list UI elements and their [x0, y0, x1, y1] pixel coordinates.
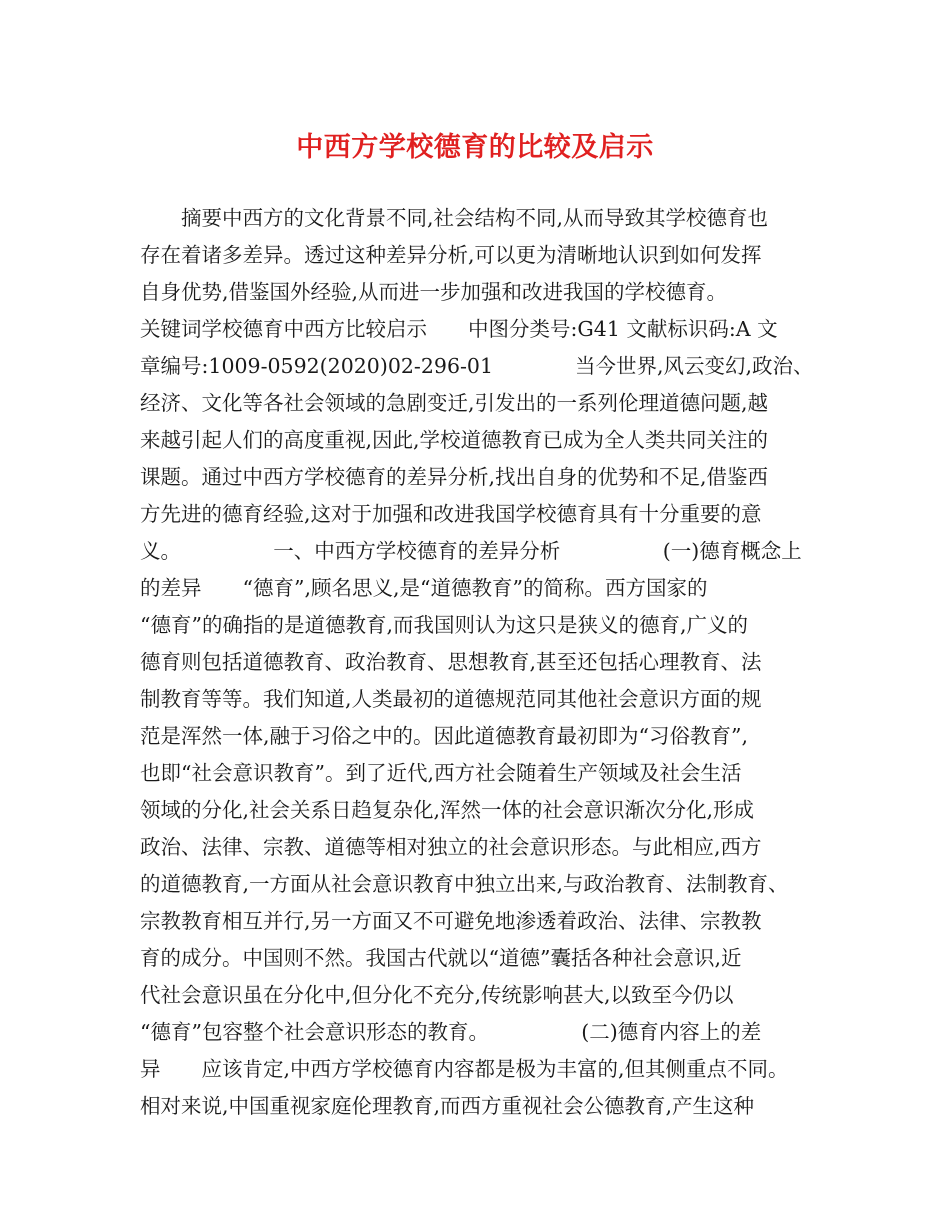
text-line: 的差异 “德育”,顾名思义,是“道德教育”的简称。西方国家的 — [140, 576, 708, 600]
text-line: 也即“社会意识教育”。到了近代,西方社会随着生产领域及社会生活 — [140, 761, 742, 785]
text-line: 领域的分化,社会关系日趋复杂化,浑然一体的社会意识渐次分化,形成 — [140, 798, 755, 822]
text-line: 来越引起人们的高度重视,因此,学校道德教育已成为全人类共同关注的 — [140, 428, 769, 452]
text-line: 制教育等等。我们知道,人类最初的道德规范同其他社会意识方面的规 — [140, 687, 762, 711]
text-line: “德育”包容整个社会意识形态的教育。 (二)德育内容上的差 — [140, 1020, 762, 1044]
text-line: 代社会意识虽在分化中,但分化不充分,传统影响甚大,以致至今仍以 — [140, 983, 734, 1007]
document-body — [140, 200, 830, 1125]
text-line: “德育”的确指的是道德教育,而我国则认为这只是狭义的德育,广义的 — [140, 613, 748, 637]
text-line: 课题。通过中西方学校德育的差异分析,找出自身的优势和不足,借鉴西 — [140, 465, 769, 489]
text-line: 关键词学校德育中西方比较启示 中图分类号:G41 文献标识码:A 文 — [140, 317, 778, 341]
text-line: 自身优势,借鉴国外经验,从而进一步加强和改进我国的学校德育。 — [140, 280, 728, 304]
text-line: 义。 一、中西方学校德育的差异分析 (一)德育概念上 — [140, 539, 802, 563]
text-line: 章编号:1009-0592(2020)02-296-01 当今世界,风云变幻,政治、 — [140, 354, 814, 378]
text-line: 异 应该肯定,中西方学校德育内容都是极为丰富的,但其侧重点不同。 — [140, 1057, 789, 1081]
text-line: 方先进的德育经验,这对于加强和改进我国学校德育具有十分重要的意 — [140, 502, 762, 526]
document-title: 中西方学校德育的比较及启示 — [296, 132, 654, 163]
text-line: 宗教教育相互并行,另一方面又不可避免地渗透着政治、法律、宗教教 — [140, 909, 762, 933]
text-line: 德育则包括道德教育、政治教育、思想教育,甚至还包括心理教育、法 — [140, 650, 762, 674]
text-line: 的道德教育,一方面从社会意识教育中独立出来,与政治教育、法制教育、 — [140, 872, 789, 896]
text-line: 政治、法律、宗教、道德等相对独立的社会意识形态。与此相应,西方 — [140, 835, 762, 859]
text-line: 相对来说,中国重视家庭伦理教育,而西方重视社会公德教育,产生这种 — [140, 1094, 755, 1118]
text-line: 经济、文化等各社会领域的急剧变迁,引发出的一系列伦理道德问题,越 — [140, 391, 769, 415]
text-line: 育的成分。中国则不然。我国古代就以“道德”囊括各种社会意识,近 — [140, 946, 742, 970]
text-line: 范是浑然一体,融于习俗之中的。因此道德教育最初即为“习俗教育”, — [140, 724, 748, 748]
text-line: 摘要中西方的文化背景不同,社会结构不同,从而导致其学校德育也 — [181, 206, 769, 230]
text-line: 存在着诸多差异。透过这种差异分析,可以更为清晰地认识到如何发挥 — [140, 243, 762, 267]
